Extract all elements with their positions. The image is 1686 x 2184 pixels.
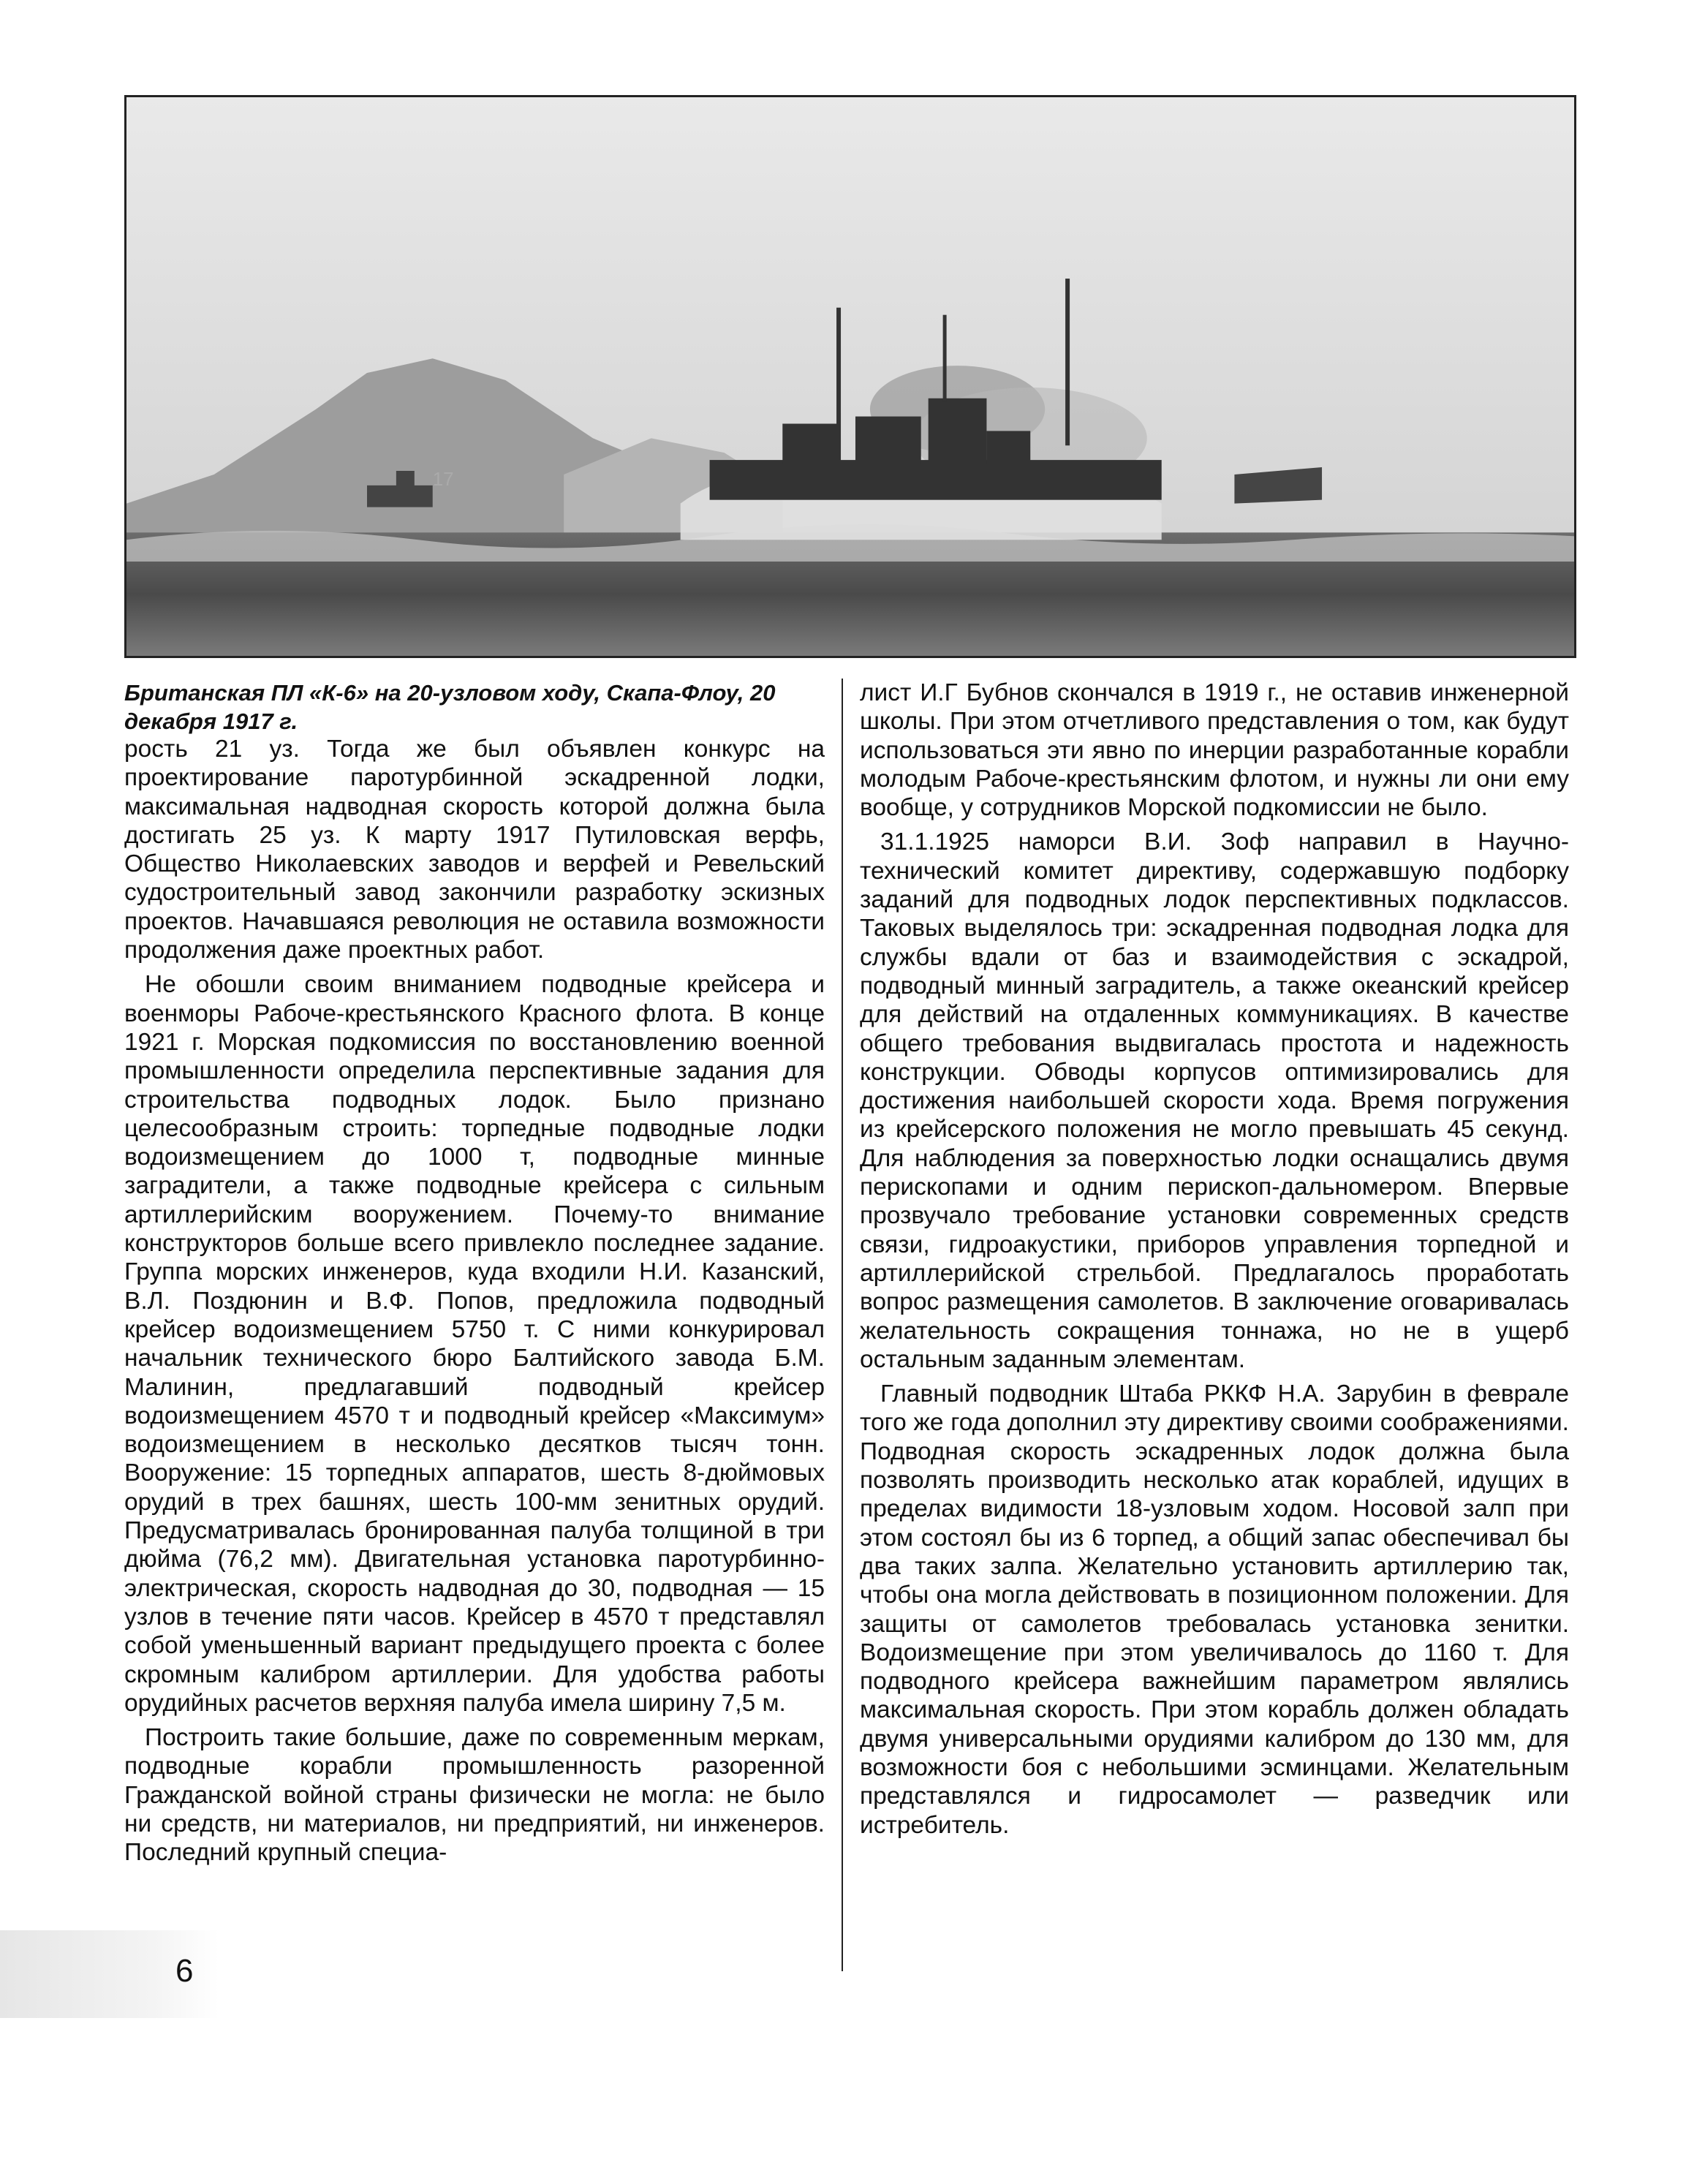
left-text-column (124, 735, 825, 1873)
photo-caption: Британская ПЛ «К-6» на 20-узловом ходу, Скапа-Флоу, 20 декабря 1917 г. (124, 680, 776, 734)
paragraph: 31.1.1925 наморси В.И. Зоф направил в Научно-технический комитет директиву, содержавшую подборку заданий для подводных лодок перспективных подклассов. Таковых выделялось три: эскадренная подводная лодка для службы вдали от баз и взаимодействия с эскадрой, подводный минный заградитель, а также океанский крейсер для действий на отдаленных коммуникациях. В качестве общего требования выдвигалась простота и надежность конструкции. Обводы корпусов оптимизировались для достижения наибольшей скорости хода. Время погружения из крейсерского положения не могло превышать 45 секунд. Для наблюдения за поверхностью лодки оснащались двумя перископами и одним перископ-дальномером. Впервые прозвучало требование установки современных средств связи, гидроакустики, приборов управления торпедной и артиллерийской стрельбой. Предлагалось проработать вопрос размещения самолетов. В заключение оговаривалась желательность сокращения тоннажа, но не в ущерб остальным заданным элементам. (860, 828, 1569, 1373)
paragraph: лист И.Г Бубнов скончался в 1919 г., не оставив инженерной школы. При этом отчетливого представления о том, как будут использоваться эти явно по инерции разработанные корабли молодым Рабоче-крестьянским флотом, и нужны ли они ему вообще, у сотрудников Морской подкомиссии не было. (860, 679, 1569, 822)
right-text-column (860, 679, 1569, 1845)
submarine-photo (124, 95, 1576, 658)
paragraph: рость 21 уз. Тогда же был объявлен конкурс на проектирование паротурбинной эскадренной лодки, максимальная надводная скорость которой должна была достигать 25 уз. К марту 1917 Путиловская верфь, Общество Николаевских заводов и верфей и Ревельский судостроительный завод закончили разработку эскизных проектов. Начавшаяся революция не оставила возможности продолжения даже проектных работ. (124, 736, 825, 964)
page-number: 6 (175, 1953, 194, 1989)
svg-text:17: 17 (432, 469, 454, 490)
paragraph: Не обошли своим вниманием подводные крейсера и военморы Рабоче-крестьянского Красного флота. В конце 1921 г. Морская подкомиссия по восстановлению военной промышленности определила перспективные задания для строительства подводных лодок. Было признано целесообразным строить: торпедные подводные лодки водоизмещением до 1000 т, подводные минные заградители, а также подводные крейсера с сильным артиллерийским вооружением. Почему-то внимание конструкторов больше всего привлекло последнее задание. Группа морских инженеров, куда входили Н.И. Казанский, В.Л. Поздюнин и В.Ф. Попов, предложила подводный крейсер водоизмещением 5750 т. С ними конкурировал начальник технического бюро Балтийского завода Б.М. Малинин, предлагавший подводный крейсер водоизмещением 4570 т и подводный крейсер «Максимум» водоизмещением в несколько десятков тысяч тонн. Вооружение: 15 торпедных аппаратов, шесть 8-дюймовых орудий в трех башнях, шесть 100-мм зенитных орудий. Предусматривалась бронированная палуба толщиной в три дюйма (76,2 мм). Двигательная установка паротурбинно-электрическая, скорость надводная до 30, подводная — 15 узлов в течение пяти часов. Крейсер в 4570 т представлял собой уменьшенный вариант предыдущего проекта с более скромным калибром артиллерии. Для удобства работы орудийных расчетов верхняя палуба имела ширину 7,5 м. (124, 971, 825, 1717)
column-divider (842, 679, 843, 1971)
paragraph: Построить такие большие, даже по современным меркам, подводные корабли промышленность разоренной Гражданской войной страны физически не могла: не было ни средств, ни материалов, ни предприятий, ни инженеров. Последний крупный специа- (124, 1724, 825, 1867)
paragraph: Главный подводник Штаба РККФ Н.А. Зарубин в феврале того же года дополнил эту директиву своими соображениями. Подводная скорость эскадренных лодок должна была позволять производить несколько атак кораблей, идущих в пределах видимости 18-узловым ходом. Носовой залп при этом состоял бы из 6 торпед, а общий запас обеспечивал бы два таких залпа. Желательно установить артиллерию так, чтобы она могла действовать в позиционном положении. Для защиты от самолетов требовалась установка зенитки. Водоизмещение при этом увеличивалось до 1160 т. Для подводного крейсера важнейшим параметром являлись максимальная скорость. При этом корабль должен обладать двумя универсальными орудиями калибром до 130 мм, для возможности боя с небольшими эсминцами. Желательным представлялся и гидросамолет — разведчик или истребитель. (860, 1380, 1569, 1839)
